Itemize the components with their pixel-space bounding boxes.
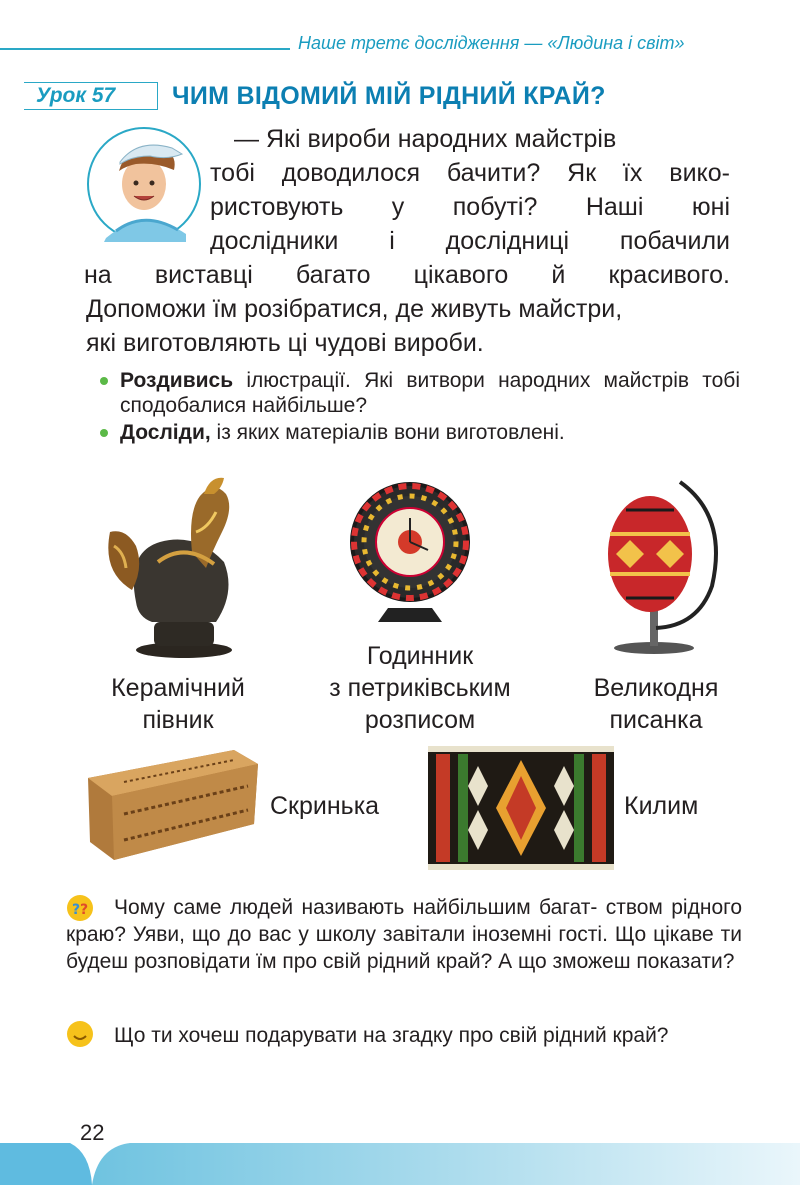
woven-carpet-image	[428, 746, 614, 870]
task-text: ілюстрації. Які витвори народних майстрів тобі сподобалися найбільше?	[120, 369, 740, 417]
svg-text:?: ?	[72, 902, 81, 918]
task-item	[100, 420, 740, 445]
caption-rooster	[88, 672, 268, 736]
carved-box-image	[84, 744, 260, 864]
caption-line: розписом	[364, 706, 476, 734]
bullet-icon	[100, 429, 108, 437]
petrykivka-clock-image	[348, 476, 472, 626]
header-rule	[0, 48, 290, 50]
lesson-title: ЧИМ ВІДОМИЙ МІЙ РІДНИЙ КРАЙ?	[172, 82, 606, 110]
page-number: 22	[80, 1120, 105, 1145]
intro-paragraph	[86, 122, 730, 360]
intro-line: на виставці багато цікавого й красивого.	[84, 261, 730, 289]
lesson-number: Урок 57	[36, 84, 116, 107]
caption-line: з петриківським	[329, 674, 511, 702]
intro-line: дослідники і дослідниці побачили	[210, 227, 730, 255]
intro-line: тобі доводилося бачити? Як їх вико-	[210, 159, 730, 187]
easter-egg-image	[586, 476, 736, 656]
intro-line: Допоможи їм розібратися, де живуть майстри,	[86, 295, 623, 323]
intro-line: — Які вироби народних майстрів	[234, 125, 617, 153]
discussion-question: Чому саме людей називають найбільшим багат- ством рідного краю? Уяви, що до вас у школу завітали іноземні гості. Що цікаве ти будеш розповідати їм про свій рідний край? А що зможеш показати?	[66, 896, 742, 973]
intro-line: які виготовляють ці чудові вироби.	[86, 329, 484, 357]
intro-line: ристовують у побуті? Наші юні	[210, 193, 730, 221]
running-header: Наше третє дослідження — «Людина і світ»	[298, 33, 685, 53]
caption-box: Скринька	[270, 792, 380, 820]
task-list	[100, 368, 740, 447]
caption-carpet: Килим	[624, 792, 699, 820]
task-verb: Роздивись	[120, 369, 234, 392]
ceramic-rooster-image	[96, 472, 256, 662]
caption-egg	[566, 672, 746, 736]
task-verb: Досліди,	[120, 421, 211, 444]
caption-line: Годинник	[366, 642, 474, 670]
caption-line: Керамічний	[111, 674, 245, 702]
bullet-icon	[100, 377, 108, 385]
footer-band	[0, 1143, 800, 1185]
svg-text:?: ?	[80, 902, 89, 918]
task-item	[100, 368, 740, 418]
caption-clock	[310, 640, 530, 736]
caption-line: Великодня	[593, 674, 719, 702]
caption-line: півник	[142, 706, 214, 734]
caption-line: писанка	[609, 706, 703, 734]
task-text: із яких матеріалів вони виготовлені.	[210, 421, 565, 444]
gift-question: Що ти хочеш подарувати на згадку про свій рідний край?	[114, 1024, 669, 1047]
